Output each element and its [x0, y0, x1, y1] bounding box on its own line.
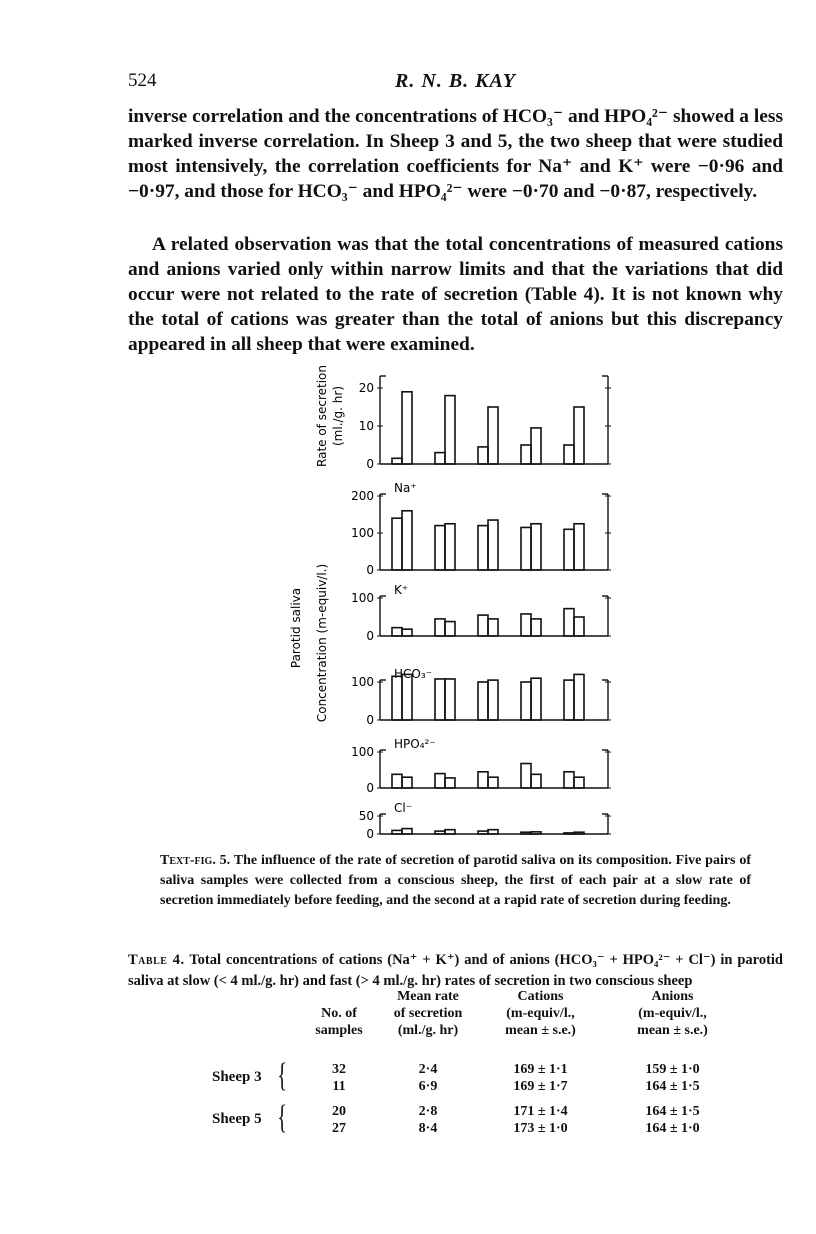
table-row — [615, 1103, 730, 1137]
tick-label: 100 — [351, 526, 374, 540]
cell-samples: 11 — [332, 1079, 346, 1094]
figure-caption-text: The influence of the rate of secretion of parotid saliva on its composition. Five pairs of saliva samples were collected from a conscious sheep, the first of each pair at a slow rate of secretion immediately before feeding, and the second at a rapid rate of secretion during feeding. — [160, 853, 752, 908]
bar — [574, 832, 584, 834]
cell-rate: 6·9 — [418, 1079, 438, 1094]
bar — [521, 614, 531, 636]
cell-rate: 8·4 — [418, 1121, 438, 1136]
figure-caption-label: Text-fig. 5. — [160, 853, 231, 868]
table-row — [615, 1061, 730, 1095]
tick-label: 10 — [358, 419, 374, 433]
bar — [435, 526, 445, 570]
bar — [521, 832, 531, 834]
bar — [402, 392, 412, 464]
tick-label: 200 — [351, 489, 374, 503]
bar — [445, 622, 455, 636]
tick-label: 0 — [366, 457, 374, 471]
y-axis-label-outer: Parotid saliva — [289, 587, 303, 669]
tick-label: 50 — [358, 809, 374, 823]
bar — [402, 829, 412, 834]
saliva-composition-chart — [280, 358, 620, 844]
sheep-5-label: Sheep 5 — [212, 1111, 262, 1127]
y-axis-label-rate-1: Rate of secretion — [315, 365, 329, 467]
tick-label: 100 — [351, 675, 374, 689]
table-caption — [128, 950, 783, 992]
cell-anions: 164 ± 1·5 — [645, 1079, 700, 1094]
bar — [392, 518, 402, 570]
bar — [531, 774, 541, 788]
y-axis-label-inner: Concentration (m-equiv/l.) — [315, 563, 329, 723]
bar — [402, 777, 412, 788]
bar — [488, 407, 498, 464]
bar — [488, 830, 498, 834]
panel-label: HPO₄²⁻ — [394, 737, 436, 751]
tick-label: 0 — [366, 563, 374, 577]
table-4 — [128, 989, 783, 1145]
bar — [478, 682, 488, 720]
header-cations-line1: Cations — [517, 989, 564, 1004]
bar — [435, 619, 445, 636]
bar — [478, 526, 488, 570]
table-row — [373, 1061, 483, 1095]
bar — [435, 453, 445, 464]
bar — [531, 678, 541, 720]
header-samples-line2: samples — [315, 1023, 363, 1038]
cell-rate: 2·4 — [418, 1062, 438, 1077]
bar — [521, 527, 531, 570]
bar — [564, 833, 574, 834]
bar — [392, 676, 402, 720]
header-anions — [615, 988, 730, 1039]
bar — [488, 680, 498, 720]
bar — [564, 680, 574, 720]
cell-samples: 20 — [332, 1104, 346, 1119]
bar — [531, 428, 541, 464]
bar — [402, 511, 412, 570]
bar — [521, 445, 531, 464]
bar — [574, 407, 584, 464]
figure-caption — [160, 851, 751, 911]
bar — [445, 830, 455, 834]
tick-label: 100 — [351, 745, 374, 759]
paragraph-1: inverse correlation and the concentrations of HCO₃⁻ and HPO₄²⁻ showed a less marked inverse correlation. In Sheep 3 and 5, the two sheep that were studied most intensively, the correlation coefficients for Na⁺ and K⁺ were −0·96 and −0·97, and those for HCO₃⁻ and HPO₄²⁻ were −0·70 and −0·87, respectively. — [128, 106, 783, 202]
bar — [435, 831, 445, 834]
cell-rate: 2·8 — [418, 1104, 438, 1119]
table-row — [483, 1103, 598, 1137]
table-row — [303, 1103, 375, 1137]
table-caption-text: Total concentrations of cations (Na⁺ + K⁺) and of anions (HCO₃⁻ + HPO₄²⁻ + Cl⁻) in parotid saliva at slow (< 4 ml./g. hr) and fast (> 4 ml./g. hr) rates of secretion in two conscious sheep — [128, 952, 783, 989]
table-caption-label: Table 4. — [128, 952, 185, 968]
bar — [435, 774, 445, 788]
bar — [445, 524, 455, 570]
cell-cations: 173 ± 1·0 — [513, 1121, 568, 1136]
header-anions-line3: mean ± s.e.) — [637, 1023, 708, 1038]
tick-label: 0 — [366, 629, 374, 643]
sheep-5-brace: { — [277, 1099, 288, 1136]
header-cations-line3: mean ± s.e.) — [505, 1023, 576, 1038]
cell-cations: 169 ± 1·1 — [513, 1062, 568, 1077]
cell-anions: 159 ± 1·0 — [645, 1062, 700, 1077]
bar — [478, 831, 488, 834]
header-rate-line3: (ml./g. hr) — [397, 1023, 459, 1038]
bar — [574, 617, 584, 636]
header-anions-line2: (m-equiv/l., — [638, 1006, 707, 1021]
bar — [402, 674, 412, 720]
page-header — [128, 70, 783, 98]
panel-label: K⁺ — [394, 583, 409, 597]
tick-label: 0 — [366, 713, 374, 727]
header-rate-line1: Mean rate — [397, 989, 459, 1004]
cell-cations: 171 ± 1·4 — [513, 1104, 568, 1119]
header-samples-line1: No. of — [321, 1006, 357, 1021]
figure-5 — [280, 358, 620, 844]
header-rate — [373, 988, 483, 1039]
bar — [574, 524, 584, 570]
y-axis-label-rate-2: (ml./g. hr) — [331, 385, 345, 447]
bar — [521, 764, 531, 788]
bar — [392, 628, 402, 636]
sheep-3-brace: { — [277, 1057, 288, 1094]
tick-label: 100 — [351, 591, 374, 605]
paragraph-2: A related observation was that the total concentrations of measured cations and anions varied only within narrow limits and that the variations that did occur were not related to the rate of secretion (Table 4). It is not known why the total of cations was greater than the total of anions but this discrepancy appeared in all sheep that were examined. — [128, 234, 783, 355]
header-rate-line2: of secretion — [393, 1006, 463, 1021]
bar — [402, 629, 412, 636]
table-row — [303, 1061, 375, 1095]
bar — [521, 682, 531, 720]
bar — [531, 524, 541, 570]
bar — [392, 458, 402, 464]
cell-samples: 27 — [332, 1121, 346, 1136]
tick-label: 0 — [366, 781, 374, 795]
table-row — [483, 1061, 598, 1095]
bar — [574, 674, 584, 720]
bar — [488, 777, 498, 788]
cell-anions: 164 ± 1·5 — [645, 1104, 700, 1119]
running-head: R. N. B. KAY — [395, 70, 516, 92]
bar — [445, 679, 455, 720]
header-samples — [303, 1005, 375, 1039]
bar — [564, 609, 574, 636]
bar — [564, 772, 574, 788]
bar — [392, 774, 402, 788]
tick-label: 20 — [358, 381, 374, 395]
bar — [488, 619, 498, 636]
cell-anions: 164 ± 1·0 — [645, 1121, 700, 1136]
bar — [564, 529, 574, 570]
bar — [531, 619, 541, 636]
panel-label: Cl⁻ — [394, 801, 413, 815]
cell-samples: 32 — [332, 1062, 346, 1077]
bar — [564, 445, 574, 464]
bar — [445, 396, 455, 464]
bar — [478, 615, 488, 636]
header-cations — [483, 988, 598, 1039]
panel-label: Na⁺ — [394, 481, 417, 495]
sheep-3-label: Sheep 3 — [212, 1069, 262, 1085]
bar — [488, 520, 498, 570]
bar — [435, 679, 445, 720]
bar — [392, 830, 402, 834]
panel-label: HCO₃⁻ — [394, 667, 432, 681]
cell-cations: 169 ± 1·7 — [513, 1079, 568, 1094]
bar — [531, 832, 541, 834]
bar — [445, 778, 455, 788]
bar — [574, 777, 584, 788]
page-number: 524 — [128, 70, 157, 91]
table-row — [373, 1103, 483, 1137]
header-cations-line2: (m-equiv/l., — [506, 1006, 575, 1021]
tick-label: 0 — [366, 827, 374, 841]
header-anions-line1: Anions — [651, 989, 694, 1004]
bar — [478, 772, 488, 788]
bar — [478, 447, 488, 464]
